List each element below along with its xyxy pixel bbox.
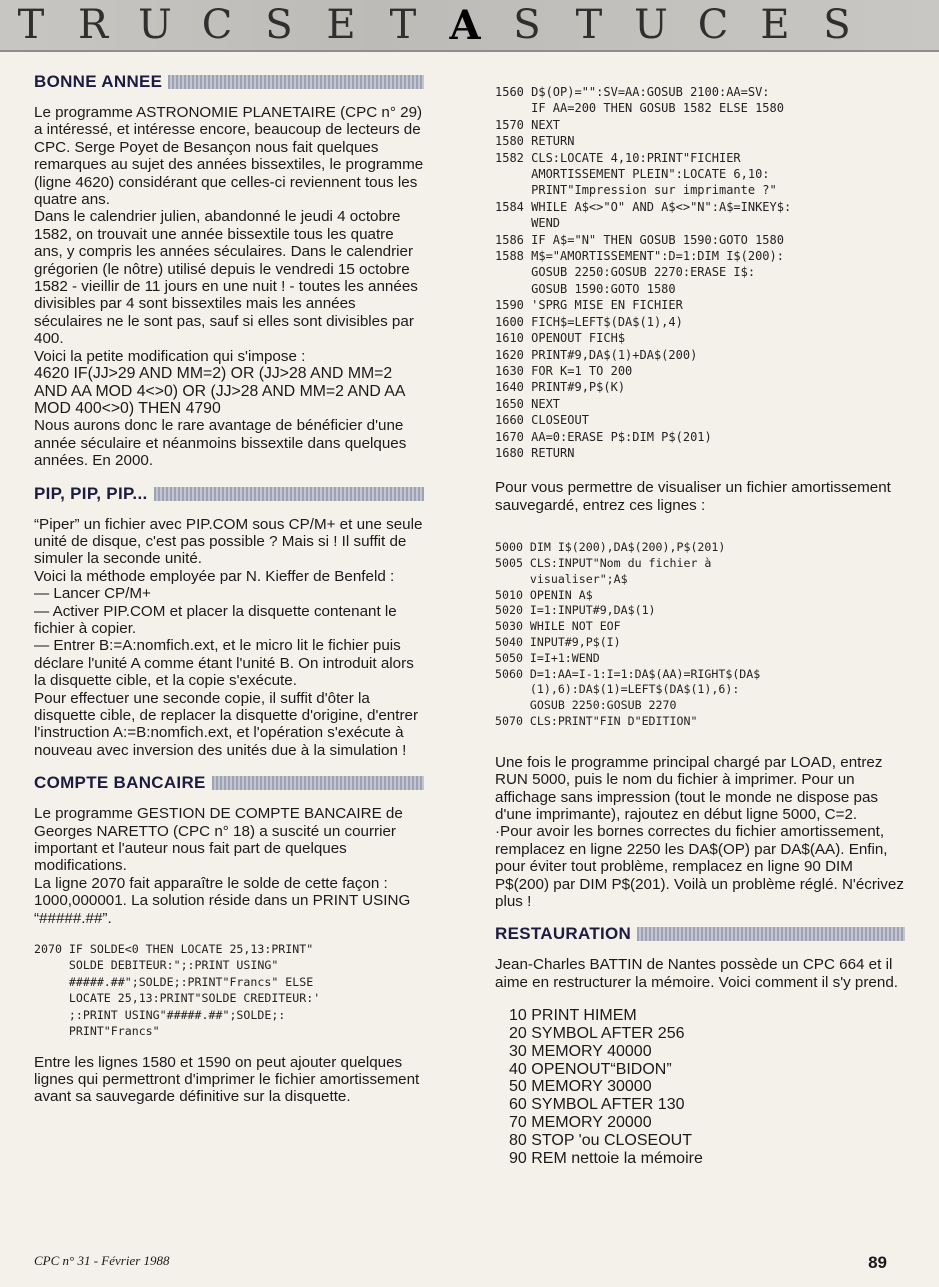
section-heading: [34, 773, 424, 793]
banner-letter: U: [634, 2, 668, 48]
banner-letter: C: [201, 2, 233, 48]
paragraph: Entre les lignes 1580 et 1590 on peut ajouter quelques lignes qui permettront d'imprimer le fichier amortissement avant sa sauvegarde définitive sur la disquette.: [34, 1053, 420, 1106]
code-listing: 5000 DIM I$(200),DA$(200),P$(201) 5005 CLS:INPUT"Nom du fichier à visualiser";A$ 5010 OPENIN A$ 5020 I=1:INPUT#9,DA$(1) 5030 WHILE NOT EOF 5040 INPUT#9,P$(I) 5050 I=I+1:WEND 5060 D=1:AA=I-1:I=1:DA$(AA)=RIGHT$(DA$ (1),6):DA$(1)=LEFT$(DA$(1),6): GOSUB 2250:GOSUB 2270 5070 CLS:PRINT"FIN D"EDITION": [495, 540, 761, 728]
paragraph: Dans le calendrier julien, abandonné le jeudi 4 octobre 1582, on trouvait une année bissextile tous les quatre ans, y compris les années séculaires. Dans le calendrier grégorien (le nôtre) utilisé depuis le vendredi 15 octobre 1582 - vieillir de 11 jours en une nuit ! - toutes les années divisibles par 4 sont bissextiles mais les années séculaires ne le sont pas, sauf si elles sont divisibles par 400.: [34, 208, 418, 348]
section-title: COMPTE BANCAIRE: [34, 773, 206, 793]
paragraph: Pour effectuer une seconde copie, il suffit d'ôter la disquette cible, de replacer la disquette d'origine, d'entrer l'instruction A:=B:nomfich.ext, et l'opération s'exécute à nouveau avec inversion des unités due à la simulation !: [34, 689, 419, 759]
heading-rule: [637, 927, 905, 941]
code-inline: 4620 IF(JJ>29 AND MM=2) OR (JJ>28 AND MM=2 AND AA MOD 4<>0) OR (JJ>28 AND MM=2 AND AA MOD 400<>0) THEN 4790: [34, 365, 405, 417]
banner-letter: T: [389, 2, 417, 48]
right-column: [495, 84, 905, 1167]
section-title: BONNE ANNEE: [34, 72, 163, 91]
restauration-listing: [509, 1007, 905, 1167]
section-title: RESTAURATION: [495, 924, 632, 944]
code-listing: 1560 D$(OP)="":SV=AA:GOSUB 2100:AA=SV: IF AA=200 THEN GOSUB 1582 ELSE 1580 1570 NEXT 1580 RETURN 1582 CLS:LOCATE 4,10:PRINT"FICHIER AMORTISSEMENT PLEIN":LOCATE 6,10: PRINT"Impression sur imprimante ?" 1584 WHILE A$<>"O" AND A$<>"N":A$=INKEY$: WEND 1586 IF A$="N" THEN GOSUB 1590:GOTO 1580 1588 M$="AMORTISSEMENT":D=1:DIM I$(200): GOSUB 2250:GOSUB 2270:ERASE I$: GOSUB 1590:GOTO 1580 1590 'SPRG MISE EN FICHIER 1600 FICH$=LEFT$(DA$(1),4) 1610 OPENOUT FICH$ 1620 PRINT#9,DA$(1)+DA$(200) 1630 FOR K=1 TO 200 1640 PRINT#9,P$(K) 1650 NEXT 1660 CLOSEOUT 1670 AA=0:ERASE P$:DIM P$(201) 1680 RETURN: [495, 85, 792, 460]
code-line: 60 SYMBOL AFTER 130: [509, 1096, 685, 1114]
banner-letter: T: [17, 2, 45, 48]
section-heading: [34, 484, 424, 504]
page-number: 89: [868, 1253, 887, 1272]
code-line: 70 MEMORY 20000: [509, 1113, 652, 1131]
paragraph: Pour vous permettre de visualiser un fichier amortissement sauvegardé, entrez ces lignes :: [495, 479, 891, 514]
banner-letter: T: [575, 2, 603, 48]
code-line: 10 PRINT HIMEM: [509, 1007, 637, 1025]
banner-letter: R: [77, 2, 109, 48]
banner-letter: E: [326, 2, 356, 48]
paragraph: Voici la petite modification qui s'impose :: [34, 347, 306, 365]
heading-rule: [154, 487, 425, 501]
paragraph: Voici la méthode employée par N. Kieffer de Benfeld :: [34, 567, 395, 585]
paragraph: Jean-Charles BATTIN de Nantes possède un CPC 664 et il aime en restructurer la mémoire. Voici comment il s'y prend.: [495, 956, 898, 991]
banner-letter: A: [449, 1, 481, 49]
banner-letter: S: [513, 2, 541, 48]
paragraph: Nous aurons donc le rare avantage de bénéficier d'une année séculaire et néanmoins bissextile dans quelques années. En 2000.: [34, 417, 407, 470]
paragraph: “Piper” un fichier avec PIP.COM sous CP/M+ et une seule unité de disque, c'est pas possible ? Mais si ! Il suffit de simuler la seconde unité.: [34, 515, 423, 568]
code-line: 40 OPENOUT“BIDON”: [509, 1060, 672, 1078]
banner-letter: E: [760, 2, 790, 48]
section-heading: [495, 924, 905, 944]
paragraph: — Lancer CP/M+: [34, 585, 151, 603]
code-listing: 2070 IF SOLDE<0 THEN LOCATE 25,13:PRINT" SOLDE DEBITEUR:";:PRINT USING" #####.##";SOLDE;:PRINT"Francs" ELSE LOCATE 25,13:PRINT"SOLDE CREDITEUR:' ;:PRINT USING"#####.##";SOLDE;: PRINT"Francs": [34, 942, 321, 1039]
paragraph: Une fois le programme principal chargé par LOAD, entrez RUN 5000, puis le nom du fichier à imprimer. Pour un affichage sans impression (tout le monde ne dispose pas d'une imprimante), rajoutez en début ligne 5000, C=2.: [495, 753, 883, 823]
left-column: [34, 72, 424, 1106]
banner-letter: S: [265, 2, 293, 48]
paragraph: ·Pour avoir les bornes correctes du fichier amortissement, remplacez en ligne 2250 les DA$(OP) par DA$(AA). Enfin, pour éviter tout problème, remplacez en ligne 90 DIM P$(200) par DIM P$(201). Voilà un problème réglé. N'écrivez plus !: [495, 823, 904, 910]
code-line: 30 MEMORY 40000: [509, 1042, 652, 1060]
banner-letter: S: [823, 2, 851, 48]
section-heading: [34, 72, 424, 92]
code-line: 20 SYMBOL AFTER 256: [509, 1024, 685, 1042]
paragraph: — Entrer B:=A:nomfich.ext, et le micro lit le fichier puis déclare l'unité A comme étant l'unité B. On introduit alors la disquette cible, et la copie s'exécute.: [34, 637, 414, 690]
heading-rule: [212, 776, 424, 790]
code-line: 50 MEMORY 30000: [509, 1078, 652, 1096]
paragraph: Le programme ASTRONOMIE PLANETAIRE (CPC n° 29) a intéressé, et intéresse encore, beaucoup de lecteurs de CPC. Serge Poyet de Besançon nous fait quelques remarques au sujet des années bissextiles, le programme (ligne 4620) considérant que celles-ci reviennent tous les quatre ans.: [34, 104, 424, 209]
code-line: 80 STOP 'ou CLOSEOUT: [509, 1131, 692, 1149]
issue-footer: CPC n° 31 - Février 1988: [34, 1253, 170, 1268]
paragraph: Le programme GESTION DE COMPTE BANCAIRE de Georges NARETTO (CPC n° 18) a suscité un courrier important et l'auteur nous fait part de quelques modifications.: [34, 805, 403, 875]
heading-rule: [168, 75, 424, 89]
section-title: PIP, PIP, PIP...: [34, 483, 148, 503]
code-line: 90 REM nettoie la mémoire: [509, 1149, 703, 1167]
banner-letter: C: [697, 2, 729, 48]
banner-letter: U: [138, 2, 172, 48]
paragraph: La ligne 2070 fait apparaître le solde de cette façon : 1000,000001. La solution réside dans un PRINT USING “#####.##”.: [34, 874, 411, 927]
section-banner: [0, 0, 939, 52]
paragraph: — Activer PIP.COM et placer la disquette contenant le fichier à copier.: [34, 602, 397, 637]
